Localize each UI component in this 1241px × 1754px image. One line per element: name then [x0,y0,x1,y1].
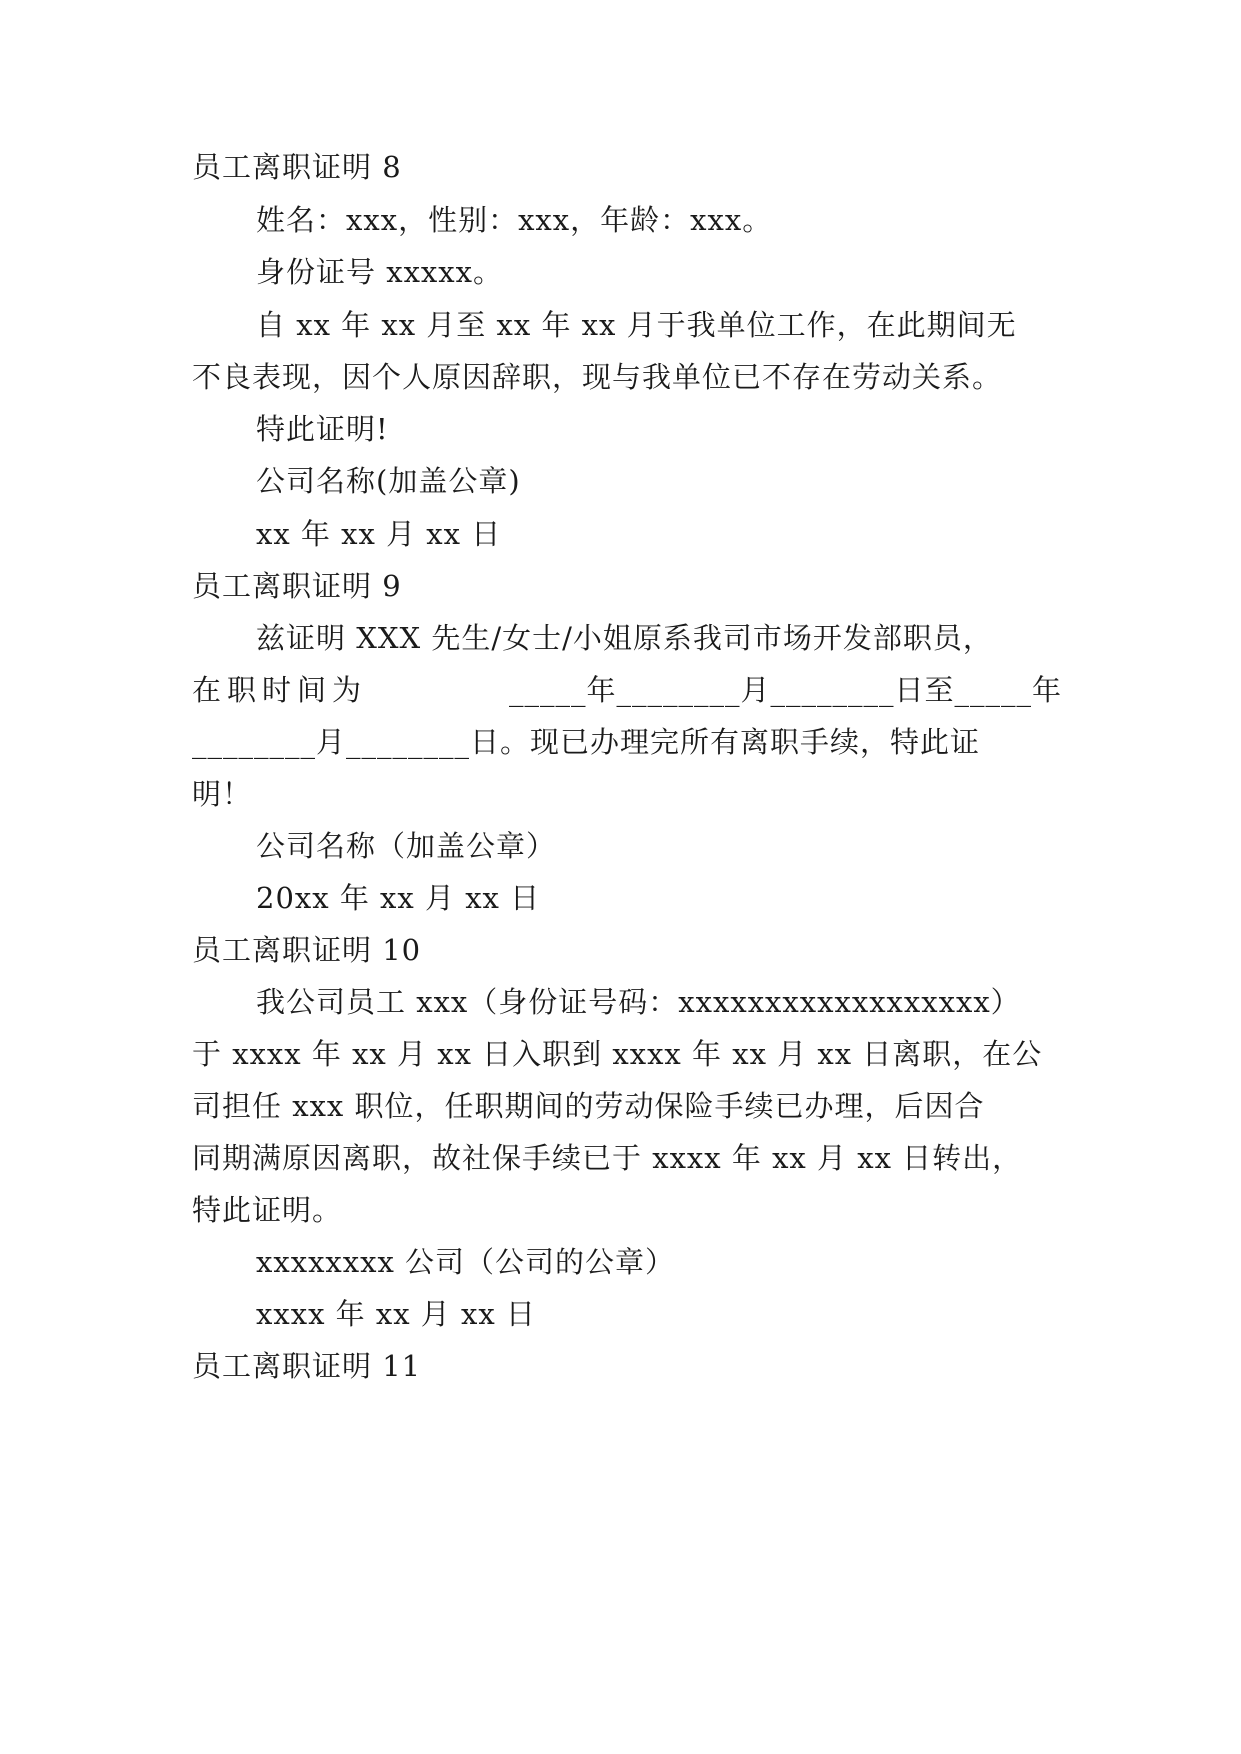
body-paragraph-line [192,670,1062,710]
id-number-line: 身份证号 xxxxx。 [256,255,503,289]
company-signature: xxxxxxxx 公司（公司的公章） [256,1245,676,1279]
body-paragraph-line: 兹证明 XXX 先生/女士/小姐原系我司市场开发部职员， [256,621,993,655]
body-paragraph-line: 同期满原因离职，故社保手续已于 xxxx 年 xx 月 xx 日转出， [192,1141,1023,1175]
company-signature: 公司名称（加盖公章） [256,829,557,863]
company-signature: 公司名称(加盖公章) [256,464,521,498]
personal-info-line: 姓名：xxx，性别：xxx，年龄：xxx。 [256,203,773,237]
body-paragraph-line: 于 xxxx 年 xx 月 xx 日入职到 xxxx 年 xx 月 xx 日离职，在公 [192,1037,1043,1071]
body-paragraph-line: 不良表现，因个人原因辞职，现与我单位已不存在劳动关系。 [192,360,1003,394]
section-title: 员工离职证明 11 [192,1349,422,1383]
closing-statement: 特此证明! [256,412,389,446]
section-title: 员工离职证明 9 [192,569,402,603]
issue-date: 20xx 年 xx 月 xx 日 [256,881,541,915]
issue-date: xx 年 xx 月 xx 日 [256,517,502,551]
employment-period-blanks: _____年________月________日至_____年 [508,673,1062,707]
body-paragraph-line: 自 xx 年 xx 月至 xx 年 xx 月于我单位工作，在此期间无 [256,308,1017,342]
body-paragraph-line: 特此证明。 [192,1193,343,1227]
body-paragraph-line: 明！ [192,777,253,811]
issue-date: xxxx 年 xx 月 xx 日 [256,1297,536,1331]
body-paragraph-line: 司担任 xxx 职位，任职期间的劳动保险手续已办理，后因合 [192,1089,985,1123]
body-paragraph-line: 我公司员工 xxx（身份证号码：xxxxxxxxxxxxxxxxxx） [256,985,1021,1019]
employment-period-label: 在职时间为 [192,673,368,707]
section-title: 员工离职证明 8 [192,150,402,184]
body-paragraph-line: ________月________日。现已办理完所有离职手续，特此证 [192,725,981,759]
section-title: 员工离职证明 10 [192,933,422,967]
